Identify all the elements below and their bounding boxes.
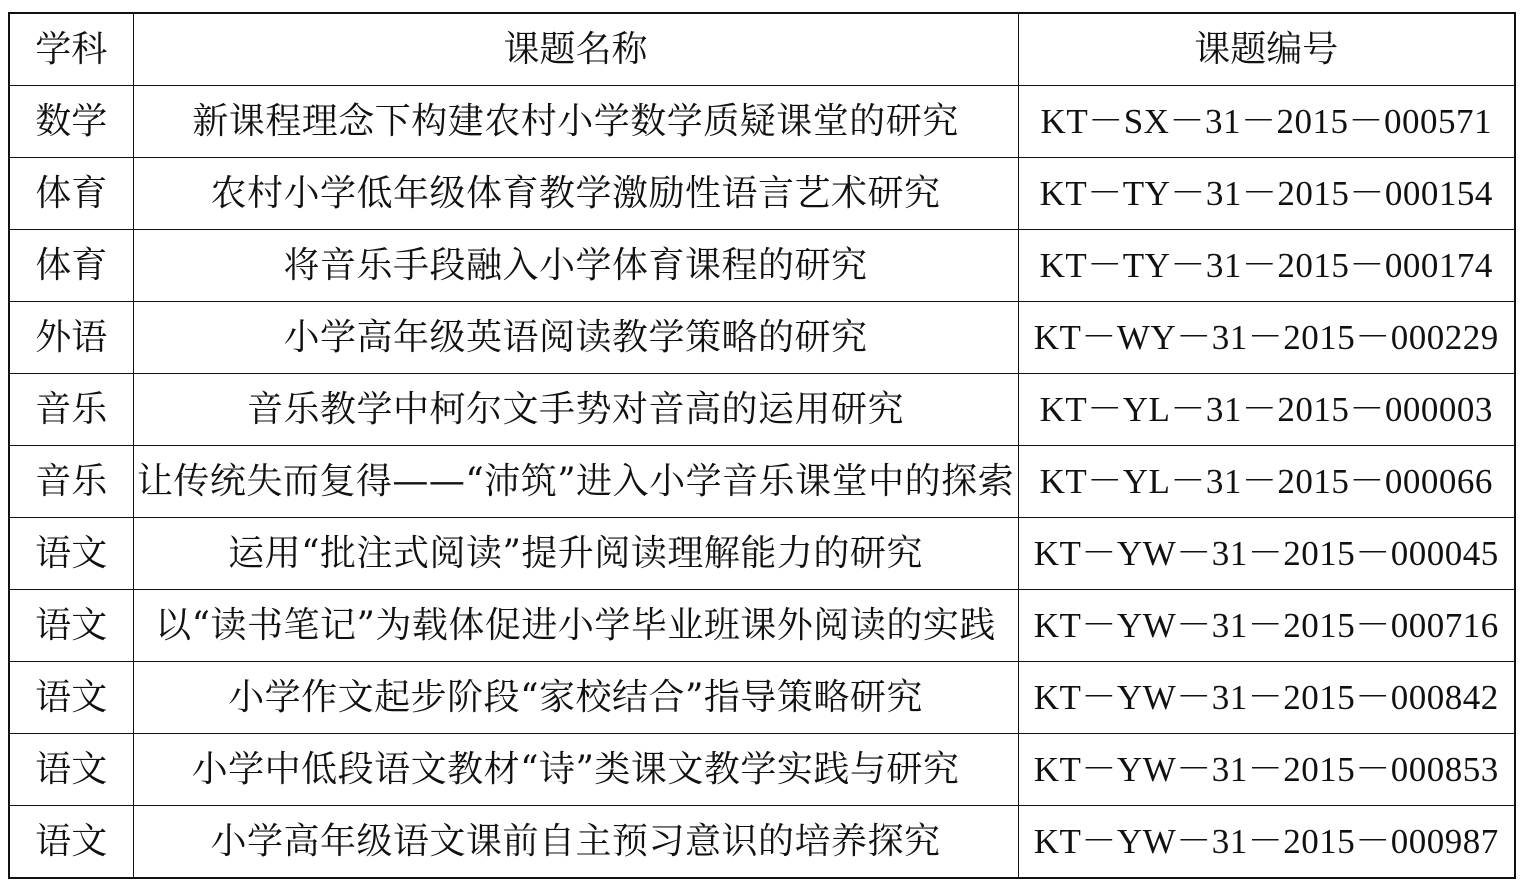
cell-code: KT－YW－31－2015－000987 bbox=[1018, 806, 1515, 879]
cell-subject: 音乐 bbox=[9, 446, 133, 518]
table-row bbox=[9, 302, 1515, 374]
table-row bbox=[9, 662, 1515, 734]
cell-code: KT－YW－31－2015－000716 bbox=[1018, 590, 1515, 662]
header-title: 课题名称 bbox=[133, 13, 1018, 86]
header-subject: 学科 bbox=[9, 13, 133, 86]
cell-code: KT－YL－31－2015－000003 bbox=[1018, 374, 1515, 446]
table-row bbox=[9, 734, 1515, 806]
table-row bbox=[9, 806, 1515, 879]
header-code: 课题编号 bbox=[1018, 13, 1515, 86]
table-row bbox=[9, 446, 1515, 518]
cell-code: KT－TY－31－2015－000174 bbox=[1018, 230, 1515, 302]
cell-subject: 音乐 bbox=[9, 374, 133, 446]
cell-code: KT－YW－31－2015－000842 bbox=[1018, 662, 1515, 734]
cell-subject: 语文 bbox=[9, 734, 133, 806]
cell-code: KT－YW－31－2015－000045 bbox=[1018, 518, 1515, 590]
cell-subject: 语文 bbox=[9, 518, 133, 590]
cell-subject: 体育 bbox=[9, 158, 133, 230]
table-row bbox=[9, 158, 1515, 230]
cell-title: 让传统失而复得——“沛筑”进入小学音乐课堂中的探索 bbox=[133, 446, 1018, 518]
cell-title: 小学高年级英语阅读教学策略的研究 bbox=[133, 302, 1018, 374]
table-row bbox=[9, 518, 1515, 590]
table-row bbox=[9, 230, 1515, 302]
cell-title: 小学作文起步阶段“家校结合”指导策略研究 bbox=[133, 662, 1018, 734]
table-row bbox=[9, 590, 1515, 662]
cell-subject: 语文 bbox=[9, 806, 133, 879]
cell-code: KT－TY－31－2015－000154 bbox=[1018, 158, 1515, 230]
cell-subject: 语文 bbox=[9, 590, 133, 662]
cell-title: 将音乐手段融入小学体育课程的研究 bbox=[133, 230, 1018, 302]
cell-title: 运用“批注式阅读”提升阅读理解能力的研究 bbox=[133, 518, 1018, 590]
research-topics-table bbox=[8, 12, 1516, 879]
cell-title: 农村小学低年级体育教学激励性语言艺术研究 bbox=[133, 158, 1018, 230]
cell-subject: 数学 bbox=[9, 86, 133, 158]
cell-title: 小学高年级语文课前自主预习意识的培养探究 bbox=[133, 806, 1018, 879]
cell-code: KT－YW－31－2015－000853 bbox=[1018, 734, 1515, 806]
cell-title: 以“读书笔记”为载体促进小学毕业班课外阅读的实践 bbox=[133, 590, 1018, 662]
cell-code: KT－SX－31－2015－000571 bbox=[1018, 86, 1515, 158]
cell-code: KT－WY－31－2015－000229 bbox=[1018, 302, 1515, 374]
cell-subject: 外语 bbox=[9, 302, 133, 374]
table-header-row bbox=[9, 13, 1515, 86]
cell-title: 小学中低段语文教材“诗”类课文教学实践与研究 bbox=[133, 734, 1018, 806]
cell-subject: 体育 bbox=[9, 230, 133, 302]
cell-title: 音乐教学中柯尔文手势对音高的运用研究 bbox=[133, 374, 1018, 446]
cell-code: KT－YL－31－2015－000066 bbox=[1018, 446, 1515, 518]
table-row bbox=[9, 86, 1515, 158]
cell-title: 新课程理念下构建农村小学数学质疑课堂的研究 bbox=[133, 86, 1018, 158]
cell-subject: 语文 bbox=[9, 662, 133, 734]
table-row bbox=[9, 374, 1515, 446]
